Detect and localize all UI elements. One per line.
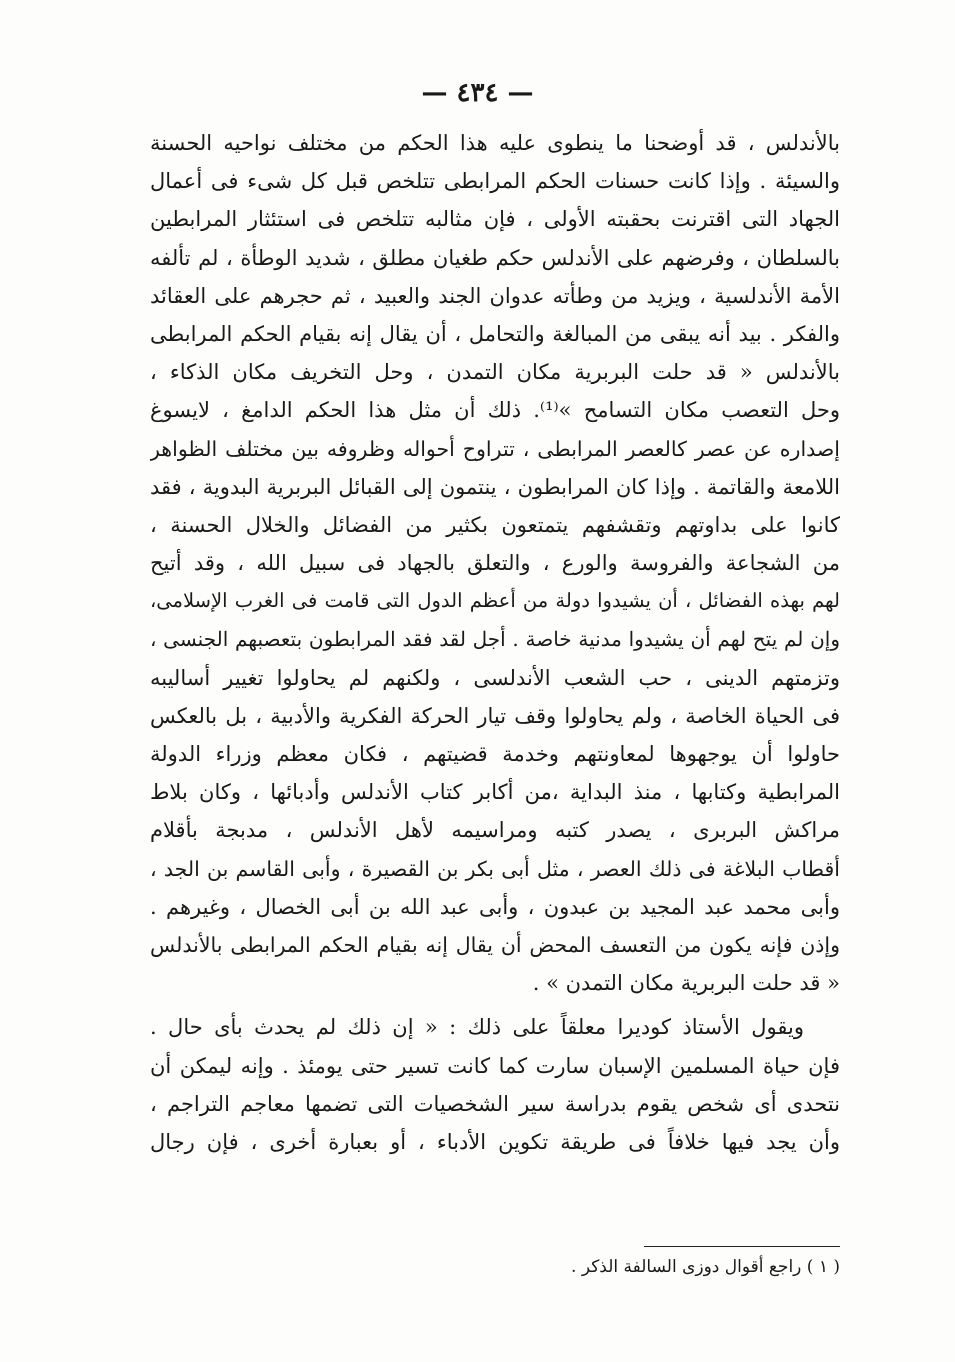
text-line: « قد حلت البربرية مكان التمدن » . (532, 971, 840, 996)
text-line: لهم بهذه الفضائل ، أن يشيدوا دولة من أعظم الدول التى قامت فى الغرب الإسلامى، (150, 589, 840, 613)
text-line: حاولوا أن يوجهوها لمعاونتهم وخدمة قضيتهم ، فكان معظم وزراء الدولة (150, 742, 840, 766)
text-line: بالسلطان ، وفرضهم على الأندلس حكم طغيان مطلق ، شديد الوطأة ، لم تألفه (150, 245, 840, 270)
text-line: مراكش البربرى ، يصدر كتبه ومراسيمه لأهل الأندلس ، مدبجة بأقلام (150, 818, 840, 843)
footnote-divider (644, 1246, 840, 1247)
text-line: وحل التعصب مكان التسامح »⁽¹⁾. ذلك أن مثل هذا الحكم الدامغ ، لايسوغ (150, 398, 840, 423)
text-line: من الشجاعة والفروسة والورع ، والتعلق بالجهاد فى سبيل الله ، وقد أتيح (150, 551, 840, 576)
footnote: ( ١ ) راجع أقوال دوزى السالفة الذكر . (571, 1257, 840, 1277)
text-line: كانوا على بداوتهم وتقشفهم يتمتعون بكثير من الفضائل والخلال الحسنة ، (150, 512, 840, 537)
text-line: ويقول الأستاذ كوديرا معلقاً على ذلك : « إن ذلك لم يحدث بأى حال . (150, 1015, 804, 1040)
text-line: والفكر . بيد أنه يبقى من المبالغة والتحامل ، أن يقال إنه بقيام الحكم المرابطى (150, 321, 840, 346)
text-line: وأبى محمد عبد المجيد بن عبدون ، وأبى عبد الله بن أبى الخصال ، وغيرهم . (150, 894, 840, 919)
text-line: نتحدى أى شخص يقوم بدراسة سير الشخصيات التى تضمها معاجم التراجم ، (150, 1091, 840, 1116)
text-line: وأن يجد فيها خلافاً فى طريقة تكوين الأدباء ، أو بعبارة أخرى ، فإن رجال (150, 1129, 840, 1154)
text-line: الأمة الأندلسية ، ويزيد من وطأته عدوان الجند والعبيد ، ثم حجرهم على العقائد (150, 283, 840, 308)
page-number: — ٤٣٤ — (421, 78, 534, 108)
text-line: المرابطية وكتابها ، منذ البداية ،من أكابر كتاب الأندلس وأدبائها ، وكان بلاط (150, 780, 840, 805)
text-line: وإن لم يتح لهم أن يشيدوا مدنية خاصة . أجل لقد فقد المرابطون بتعصبهم الجنسى ، (150, 627, 840, 652)
text-line: الجهاد التى اقترنت بحقبته الأولى ، فإن مثالبه تتلخص فى استئثار المرابطين (150, 207, 840, 232)
text-line: اللامعة والقاتمة . وإذا كان المرابطون ، ينتمون إلى القبائل البربرية البدوية ، فقد (150, 474, 840, 499)
text-line: والسيئة . وإذا كانت حسنات الحكم المرابطى تتلخص قبل كل شىء فى أعمال (150, 169, 840, 194)
text-line: بالأندلس « قد حلت البربرية مكان التمدن ، وحل التخريف مكان الذكاء ، (150, 360, 840, 385)
body-text (150, 124, 840, 1161)
text-line: وإذن فإنه يكون من التعسف المحض أن يقال إنه بقيام الحكم المرابطى بالأندلس (150, 932, 840, 957)
text-line: فإن حياة المسلمين الإسبان سارت كما كانت تسير حتى يومئذ . وإنه ليمكن أن (150, 1053, 840, 1078)
text-line: بالأندلس ، قد أوضحنا ما ينطوى عليه هذا الحكم من مختلف نواحيه الحسنة (150, 131, 840, 155)
text-line: أقطاب البلاغة فى ذلك العصر ، مثل أبى بكر بن القصيرة ، وأبى القاسم بن الجد ، (150, 856, 840, 881)
text-line: وتزمتهم الدينى ، حب الشعب الأندلسى ، ولكنهم لم يحاولوا تغيير أساليبه (150, 665, 840, 690)
text-line: فى الحياة الخاصة ، ولم يحاولوا وقف تيار الحركة الفكرية والأدبية ، بل بالعكس (150, 703, 840, 728)
text-line: إصداره عن عصر كالعصر المرابطى ، تتراوح أحواله وظروفه بين مختلف الظواهر (150, 436, 840, 461)
